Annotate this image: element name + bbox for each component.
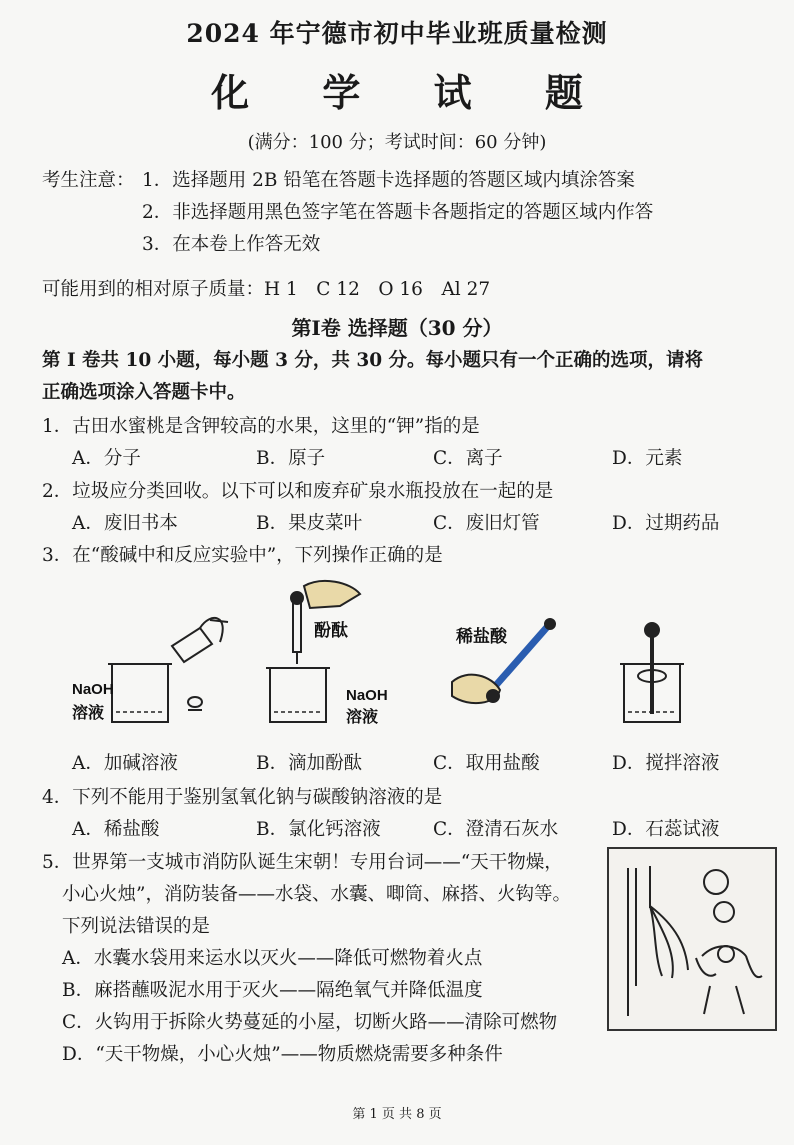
page-footer: 第 1 页 共 8 页 [352, 1107, 442, 1122]
option-a: A．水囊水袋用来运水以灭火——降低可燃物着火点 [62, 948, 483, 969]
option-b: B．麻搭蘸吸泥水用于灭火——隔绝氧气并降低温度 [62, 980, 483, 1001]
notice-item: 2．非选择题用黑色签字笔在答题卡各题指定的答题区域内作答 [142, 202, 654, 223]
notice-label: 考生注意： [42, 170, 135, 191]
exam-meta: (满分：100 分；考试时间：60 分钟) [247, 132, 547, 153]
section-instruction: 第 I 卷共 10 小题，每小题 3 分，共 30 分。每小题只有一个正确的选项，请将 [42, 350, 704, 371]
question-stem: 3．在“酸碱中和反应实验中”，下列操作正确的是 [42, 545, 443, 566]
atomic-mass: 可能用到的相对原子质量：H 1 C 12 O 16 Al 27 [42, 279, 491, 300]
figure-c-reagent-label: 稀盐酸 [456, 627, 507, 646]
option-a: A．加碱溶液 [72, 753, 178, 774]
notice-item: 3．在本卷上作答无效 [142, 234, 321, 255]
option-b: B．果皮菜叶 [256, 513, 363, 534]
option-d: D．元素 [612, 448, 683, 469]
question-stem: 2．垃圾应分类回收。以下可以和废弃矿泉水瓶投放在一起的是 [42, 481, 554, 502]
figure-a-pouring [108, 618, 228, 722]
figure-b-label-bottom: 溶液 [346, 709, 379, 726]
option-d: D．“天干物燥，小心火烛”——物质燃烧需要多种条件 [62, 1044, 503, 1065]
exam-title: 2024 年宁德市初中毕业班质量检测 [186, 19, 608, 48]
question-stem: 5．世界第一支城市消防队诞生宋朝！专用台词——“天干物燥， [42, 852, 563, 873]
question-stem: 下列说法错误的是 [62, 916, 211, 937]
option-a: A．废旧书本 [72, 513, 178, 534]
question-stem: 小心火烛”，消防装备——水袋、水囊、唧筒、麻搭、火钩等。 [62, 884, 571, 905]
figure-b-reagent-label: 酚酞 [314, 621, 348, 640]
option-a: A．分子 [72, 448, 141, 469]
notice-item: 1．选择题用 2B 铅笔在答题卡选择题的答题区域内填涂答案 [142, 170, 635, 191]
lab-operations-figure [60, 572, 740, 742]
option-b: B．原子 [256, 448, 326, 469]
subject-title: 化 学 试 题 [211, 70, 613, 115]
figure-a-label-bottom: 溶液 [72, 705, 105, 722]
question-stem: 4．下列不能用于鉴别氢氧化钠与碳酸钠溶液的是 [42, 787, 443, 808]
option-d: D．搅拌溶液 [612, 753, 720, 774]
option-c: C．离子 [433, 448, 503, 469]
option-d: D．石蕊试液 [612, 819, 720, 840]
section-title: 第Ⅰ卷 选择题（30 分） [291, 316, 503, 340]
option-c: C．取用盐酸 [433, 753, 540, 774]
figure-b-label-top: NaOH [346, 687, 388, 704]
ancient-firefighting-equipment-illustration [606, 846, 778, 1032]
option-a: A．稀盐酸 [72, 819, 160, 840]
figure-d-stirring [620, 623, 684, 722]
option-c: C．火钩用于拆除火势蔓延的小屋，切断火路——清除可燃物 [62, 1012, 558, 1033]
option-b: B．氯化钙溶液 [256, 819, 381, 840]
option-c: C．澄清石灰水 [433, 819, 559, 840]
option-d: D．过期药品 [612, 513, 720, 534]
figure-a-label-top: NaOH [72, 681, 114, 698]
question-stem: 1．古田水蜜桃是含钾较高的水果，这里的“钾”指的是 [42, 416, 480, 437]
section-instruction: 正确选项涂入答题卡中。 [42, 382, 246, 403]
option-c: C．废旧灯管 [433, 513, 540, 534]
option-b: B．滴加酚酞 [256, 753, 363, 774]
